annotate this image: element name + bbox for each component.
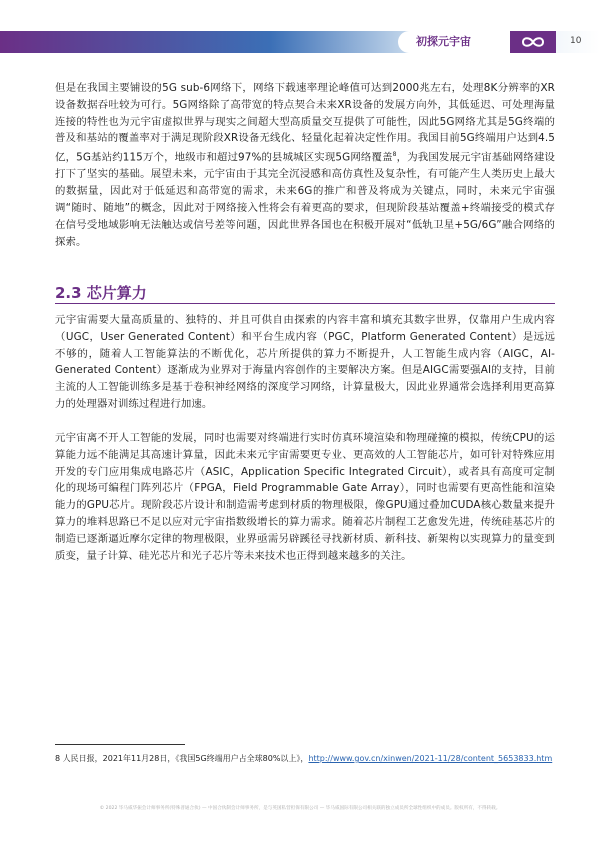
footnote-text: 人民日报，2021年11月28日，《我国5G终端用户占全球80%以上》， xyxy=(60,754,309,763)
header-title: 初探元宇宙 xyxy=(398,31,510,53)
paragraph-5g-network xyxy=(55,80,555,250)
infinity-logo-icon xyxy=(510,31,556,53)
footnote-link[interactable]: http://www.gov.cn/xinwen/2021-11/28/content_5653833.htm xyxy=(308,754,553,763)
page-number: 10 xyxy=(570,36,582,46)
footnote xyxy=(55,753,552,764)
paragraph-5g-text: 但是在我国主要铺设的5G sub-6网络下，网络下载速率理论峰值可达到2000兆左右，处理8K分辨率的XR设备数据吞吐较为可行。5G网络除了高带宽的特点契合未来XR设备的发展方向外，其低延迟、可处理海量连接的特性也为元宇宙虚拟世界与现实之间超大型高质量交互提供了可能性，因此5G网络尤其是5G终端的普及和基站的覆盖率对于满足现阶段XR设备无线化、轻量化起着决定性作用。我国目前5G终端用户达到4.5亿，5G基站约115万个，地级市和超过97%的县城城区实现5G网络覆盖 xyxy=(55,82,555,164)
section-title: 2.3 芯片算力 xyxy=(55,284,147,302)
section-divider xyxy=(55,303,555,304)
footnote-marker: 8 xyxy=(55,754,61,763)
paragraph-ai-chips: 元宇宙离不开人工智能的发展，同时也需要对终端进行实时仿真环境渲染和物理碰撞的模拟，传统CPU的运算能力远不能满足其高速计算量，因此未来元宇宙需要更专业、更高效的人工智能芯片，如可针对特殊应用开发的专门应用集成电路芯片（ASIC，Application Specific Integrated Circuit），或者具有高度可定制化的现场可编程门阵列芯片（FPGA，Field Programmable Gate Array），同时也需要有更高性能和渲染能力的GPU芯片。现阶段芯片设计和制造需考虑到材质的物理极限，像GPU通过叠加CUDA核心数量来提升算力的堆料思路已不足以应对元宇宙指数级增长的算力需求。随着芯片制程工艺愈发先进，传统硅基芯片的制造已逐渐逼近摩尔定律的物理极限，业界亟需另辟蹊径寻找新材质、新科技、新架构以实现算力的量变到质变，量子计算、硅光芯片和光子芯片等未来技术也正得到越来越多的关注。 xyxy=(55,432,555,562)
footnote-divider xyxy=(55,744,185,745)
paragraph-chip-compute-intro: 元宇宙需要大量高质量的、独特的、并且可供自由探索的内容丰富和填充其数字世界，仅靠用户生成内容（UGC，User Generated Content）和平台生成内容（PGC，Platform Generated Content）是远远不够的，随着人工智能算法的不断优化，芯片所提供的算力不断提升，人工智能生成内容（AIGC，AI-Generated Content）逐渐成为业界对于海量内容创作的主要解决方案。但是AIGC需要强AI的支持，目前主流的人工智能训练多是基于卷积神经网络的深度学习网络，计算量极大，因此业界通常会选择利用更高算力的处理器对训练过程进行加速。 xyxy=(55,314,555,410)
copyright-notice: © 2022 毕马威华振会计师事务所(特殊普通合伙) — 中国合伙制会计师事务所，是与英国私营担保有限公司 — 毕马威国际有限公司相关联的独立成员所全球性组织中的成员。版权所有，不得转载。 xyxy=(99,806,501,811)
footnote-ref[interactable]: 8 xyxy=(392,151,397,159)
paragraph-5g-tail: ，为我国发展元宇宙基础网络建设打下了坚实的基础。展望未来，元宇宙由于其完全沉浸感和高仿真性及复杂性，有可能产生人类历史上最大的数据量，因此对于低延迟和高带宽的需求，未来6G的推广和普及将成为关键点，同时，未来元宇宙强调“随时、随地”的概念，因此对于网络接入性将会有着更高的要求，但现阶段基站覆盖+终端接受的模式存在信号受地域影响无法触达或信号差等问题，因此世界各国也在积极开展对“低轨卫星+5G/6G”融合网络的探索。 xyxy=(55,151,556,248)
